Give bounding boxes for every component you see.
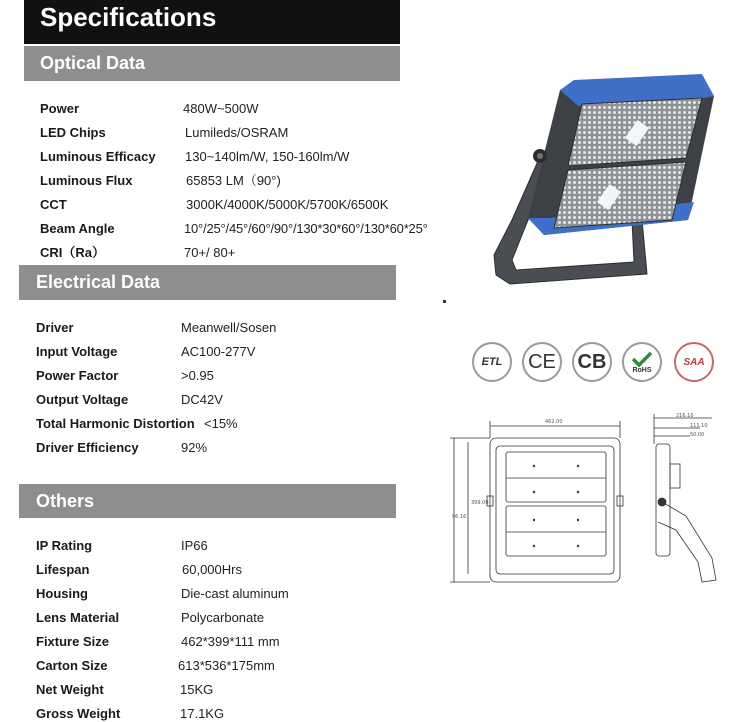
saa-label: SAA xyxy=(683,356,705,368)
spec-value: 10°/25°/45°/60°/90°/130*30*60°/130*60*25° xyxy=(184,221,428,236)
dimension-depth-3-label: 50.00 xyxy=(690,432,705,438)
rohs-label: RoHS xyxy=(632,366,652,374)
spec-value: >0.95 xyxy=(181,368,214,383)
ce-certification-icon xyxy=(522,342,562,382)
spec-value: 60,000Hrs xyxy=(182,562,242,577)
spec-label: Housing xyxy=(36,586,88,601)
section-optical-heading: Optical Data xyxy=(24,46,400,81)
spec-value: 480W~500W xyxy=(183,101,259,116)
spec-label: Carton Size xyxy=(36,658,108,673)
cb-certification-icon xyxy=(572,342,612,382)
spec-value: 130~140lm/W, 150-160lm/W xyxy=(185,149,350,164)
rohs-certification-icon xyxy=(622,342,662,382)
cb-label: CB xyxy=(577,350,607,373)
spec-label: Power Factor xyxy=(36,368,119,383)
spec-label: Beam Angle xyxy=(40,221,115,236)
spec-label: Net Weight xyxy=(36,682,104,697)
dimension-depth-label: 216.10 xyxy=(676,413,694,419)
spec-value: 613*536*175mm xyxy=(178,658,275,673)
spec-label: Driver Efficiency xyxy=(36,440,139,455)
spec-label: Driver xyxy=(36,320,74,335)
spec-value: 92% xyxy=(181,440,208,455)
spec-value: Meanwell/Sosen xyxy=(181,320,277,335)
dimension-depth-2-label: 111.10 xyxy=(690,423,708,429)
spec-label: Power xyxy=(40,101,80,116)
spec-label: Lens Material xyxy=(36,610,120,625)
floodlight-product-image xyxy=(482,70,722,295)
spec-label: Fixture Size xyxy=(36,634,109,649)
spec-value: 462*399*111 mm xyxy=(181,634,280,649)
spec-value: AC100-277V xyxy=(181,344,256,359)
spec-value: 70+/ 80+ xyxy=(184,245,236,260)
spec-value: Polycarbonate xyxy=(181,610,265,625)
spec-label: Luminous Efficacy xyxy=(40,149,156,164)
spec-label: Lifespan xyxy=(36,562,90,577)
section-electrical-heading: Electrical Data xyxy=(19,265,396,300)
spec-value: Die-cast aluminum xyxy=(181,586,289,601)
spec-label: Gross Weight xyxy=(36,706,121,721)
spec-value: IP66 xyxy=(181,538,208,553)
ce-label: CE xyxy=(528,350,556,373)
technical-drawing xyxy=(450,412,734,597)
spec-label: Output Voltage xyxy=(36,392,129,407)
dimension-height-inner-label: 399.00 xyxy=(471,500,489,506)
spec-value: <15% xyxy=(204,416,238,431)
spec-label: Total Harmonic Distortion xyxy=(36,416,195,431)
etl-certification-icon xyxy=(472,342,512,382)
check-icon xyxy=(631,351,653,367)
spec-value: DC42V xyxy=(181,392,223,407)
spec-value: 15KG xyxy=(180,682,214,697)
spec-value: 65853 LM（90°) xyxy=(186,173,281,188)
spec-label: LED Chips xyxy=(40,125,106,140)
page-title: Specifications xyxy=(24,0,400,44)
dimension-width-label: 462.00 xyxy=(545,419,563,425)
section-others-heading: Others xyxy=(19,484,396,518)
stray-mark xyxy=(443,300,446,303)
etl-label: ETL xyxy=(481,356,503,368)
spec-value: 3000K/4000K/5000K/5700K/6500K xyxy=(186,197,389,212)
saa-certification-icon xyxy=(674,342,714,382)
spec-label: CCT xyxy=(40,197,67,212)
spec-label: CRI（Ra） xyxy=(40,245,106,260)
spec-label: Luminous Flux xyxy=(40,173,133,188)
spec-value: 17.1KG xyxy=(180,706,225,721)
spec-label: IP Rating xyxy=(36,538,93,553)
spec-label: Input Voltage xyxy=(36,344,118,359)
dimension-height-outer-label: 96.16 xyxy=(452,514,467,520)
spec-value: Lumileds/OSRAM xyxy=(185,125,289,140)
